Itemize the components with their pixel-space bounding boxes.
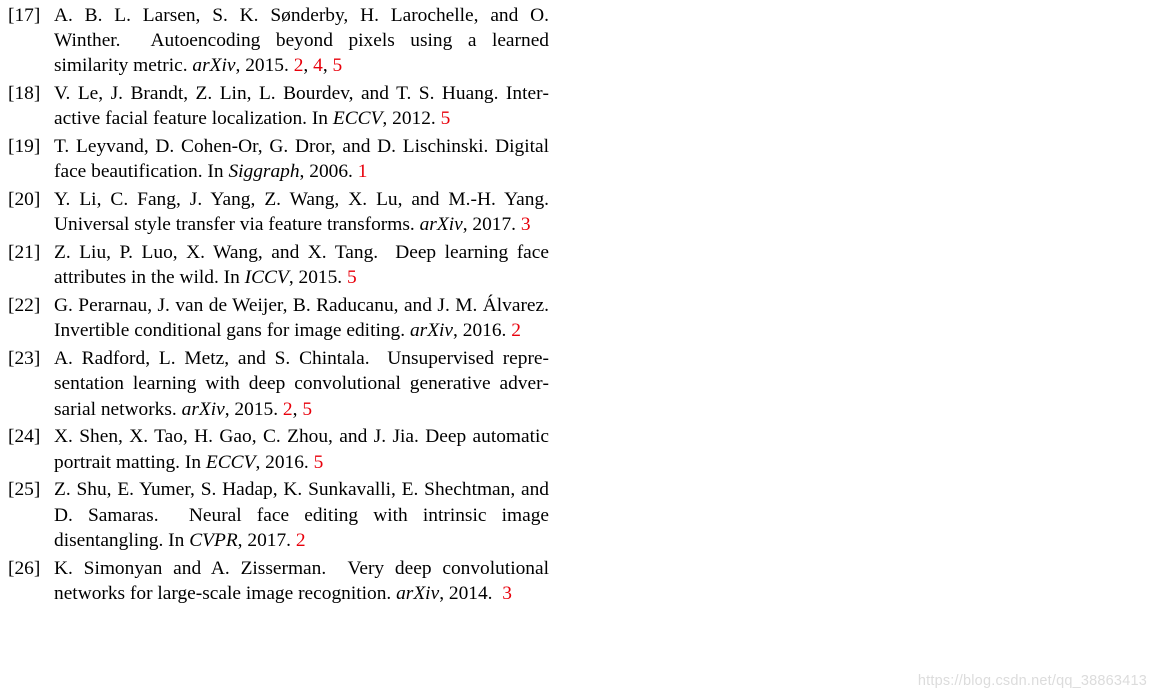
reference-venue: ECCV [205,451,256,473]
reference-20 [8,187,549,237]
reference-authors: Z. Shu, E. Yumer, S. Hadap, K. Sunkavalli, E. Shechtman, and D. Samaras. [54,479,549,526]
reference-year: , 2017. [237,529,291,551]
reference-number: [19] [8,136,41,158]
reference-title: Neural face editing with intrinsic image disentangling. In [54,504,549,551]
page-link[interactable]: 2 [295,529,306,551]
reference-text [54,187,549,237]
page-link[interactable]: 3 [502,582,512,604]
reference-text [54,81,549,131]
reference-number: [26] [8,557,41,579]
reference-title: Digital face beautification. In [54,136,549,183]
page-link[interactable]: 5 [332,55,343,77]
reference-year: , 2016. [453,320,507,342]
reference-19 [8,134,549,184]
page-link[interactable]: 2 [293,55,304,77]
reference-venue: arXiv [419,214,463,236]
reference-text [54,134,549,184]
reference-text [54,556,549,606]
reference-year: , 2014. [439,582,493,604]
reference-18 [8,81,549,131]
reference-text [54,477,549,553]
reference-text [54,240,549,290]
reference-title: Unsupervised representation learning with deep convolutional generative adversarial networks. [54,348,549,420]
reference-text: A. B. L. Larsen, S. K. Sønderby, H. Larochelle, and O. Winther. Autoencoding beyond pixels using a learned similarity metric. arXiv, 2015. 2, 4, 5 [54,5,549,77]
reference-authors: A. B. L. Larsen, S. K. Sønderby, H. Larochelle, and O. Winther. [54,5,549,52]
reference-list [8,3,549,609]
page-link[interactable]: 5 [347,267,357,289]
page-link[interactable]: 5 [313,451,324,473]
reference-text [54,293,549,343]
reference-venue: CVPR [189,529,238,551]
reference-venue: ECCV [332,108,383,130]
reference-title: Very deep convolutional networks for large-scale image recognition. [54,557,549,604]
reference-venue: arXiv [409,320,454,342]
reference-text [54,424,549,474]
reference-year: , 2015. [235,55,289,77]
reference-authors: Y. Li, C. Fang, J. Yang, Z. Wang, X. Lu, and M.-H. Yang. [54,189,549,211]
watermark-url: https://blog.csdn.net/qq_38863413 [917,673,1147,689]
reference-venue: ICCV [244,267,289,289]
page-link[interactable]: 2 [511,320,521,342]
reference-title: Interactive facial feature localization. In [54,83,549,130]
reference-number: [25] [8,479,41,501]
reference-22 [8,293,549,343]
reference-venue: Siggraph [228,161,300,183]
reference-year: , 2012. [382,108,436,130]
reference-number: [21] [8,242,41,264]
page-link[interactable]: 5 [302,398,313,420]
reference-26 [8,556,549,606]
reference-venue: arXiv [396,582,440,604]
reference-number: [18] [8,83,41,105]
reference-authors: V. Le, J. Brandt, Z. Lin, L. Bourdev, and T. S. Huang. [54,83,499,105]
reference-number: [17] [8,5,41,26]
reference-number: [23] [8,348,41,370]
reference-year: , 2017. [462,214,517,236]
reference-authors: Z. Liu, P. Luo, X. Wang, and X. Tang. [54,242,379,264]
reference-authors: A. Radford, L. Metz, and S. Chintala. [54,348,370,370]
reference-number: [24] [8,426,41,448]
reference-year: , 2016. [255,451,309,473]
reference-year: , 2015. [288,267,343,289]
reference-17 [8,3,549,79]
reference-authors: K. Simonyan and A. Zisserman. [54,557,327,579]
page-link[interactable]: 3 [520,214,531,236]
page-link[interactable]: 2 [282,398,293,420]
reference-authors: G. Perarnau, J. van de Weijer, B. Raducanu, and J. M. Álvarez. [54,295,549,317]
reference-21 [8,240,549,290]
reference-24 [8,424,549,474]
page-link[interactable]: 1 [357,161,368,183]
reference-year: , 2015. [224,398,279,420]
reference-text: A. Radford, L. Metz, and S. Chintala. Unsupervised representation learning with deep convolutional generative adversarial networks. arXiv, 2015. 2, 5 [54,348,549,420]
reference-year: , 2006. [299,161,353,183]
reference-23 [8,346,549,422]
reference-number: [20] [8,189,41,211]
reference-title: Deep automatic portrait matting. In [54,426,549,473]
reference-venue: arXiv [192,55,236,77]
reference-authors: X. Shen, X. Tao, H. Gao, C. Zhou, and J. Jia. [54,426,419,448]
reference-title: Deep learning face attributes in the wild. In [54,242,549,289]
reference-25 [8,477,549,553]
reference-authors: T. Leyvand, D. Cohen-Or, G. Dror, and D. Lischinski. [54,136,489,158]
reference-number: [22] [8,295,41,317]
page-link[interactable]: 4 [313,55,323,77]
page-link[interactable]: 5 [440,108,451,130]
reference-venue: arXiv [181,398,225,420]
reference-title: Universal style transfer via feature transforms. [54,214,415,236]
reference-title: Autoencoding beyond pixels using a learned similarity metric. [54,30,549,77]
reference-title: Invertible conditional gans for image editing. [54,320,406,342]
